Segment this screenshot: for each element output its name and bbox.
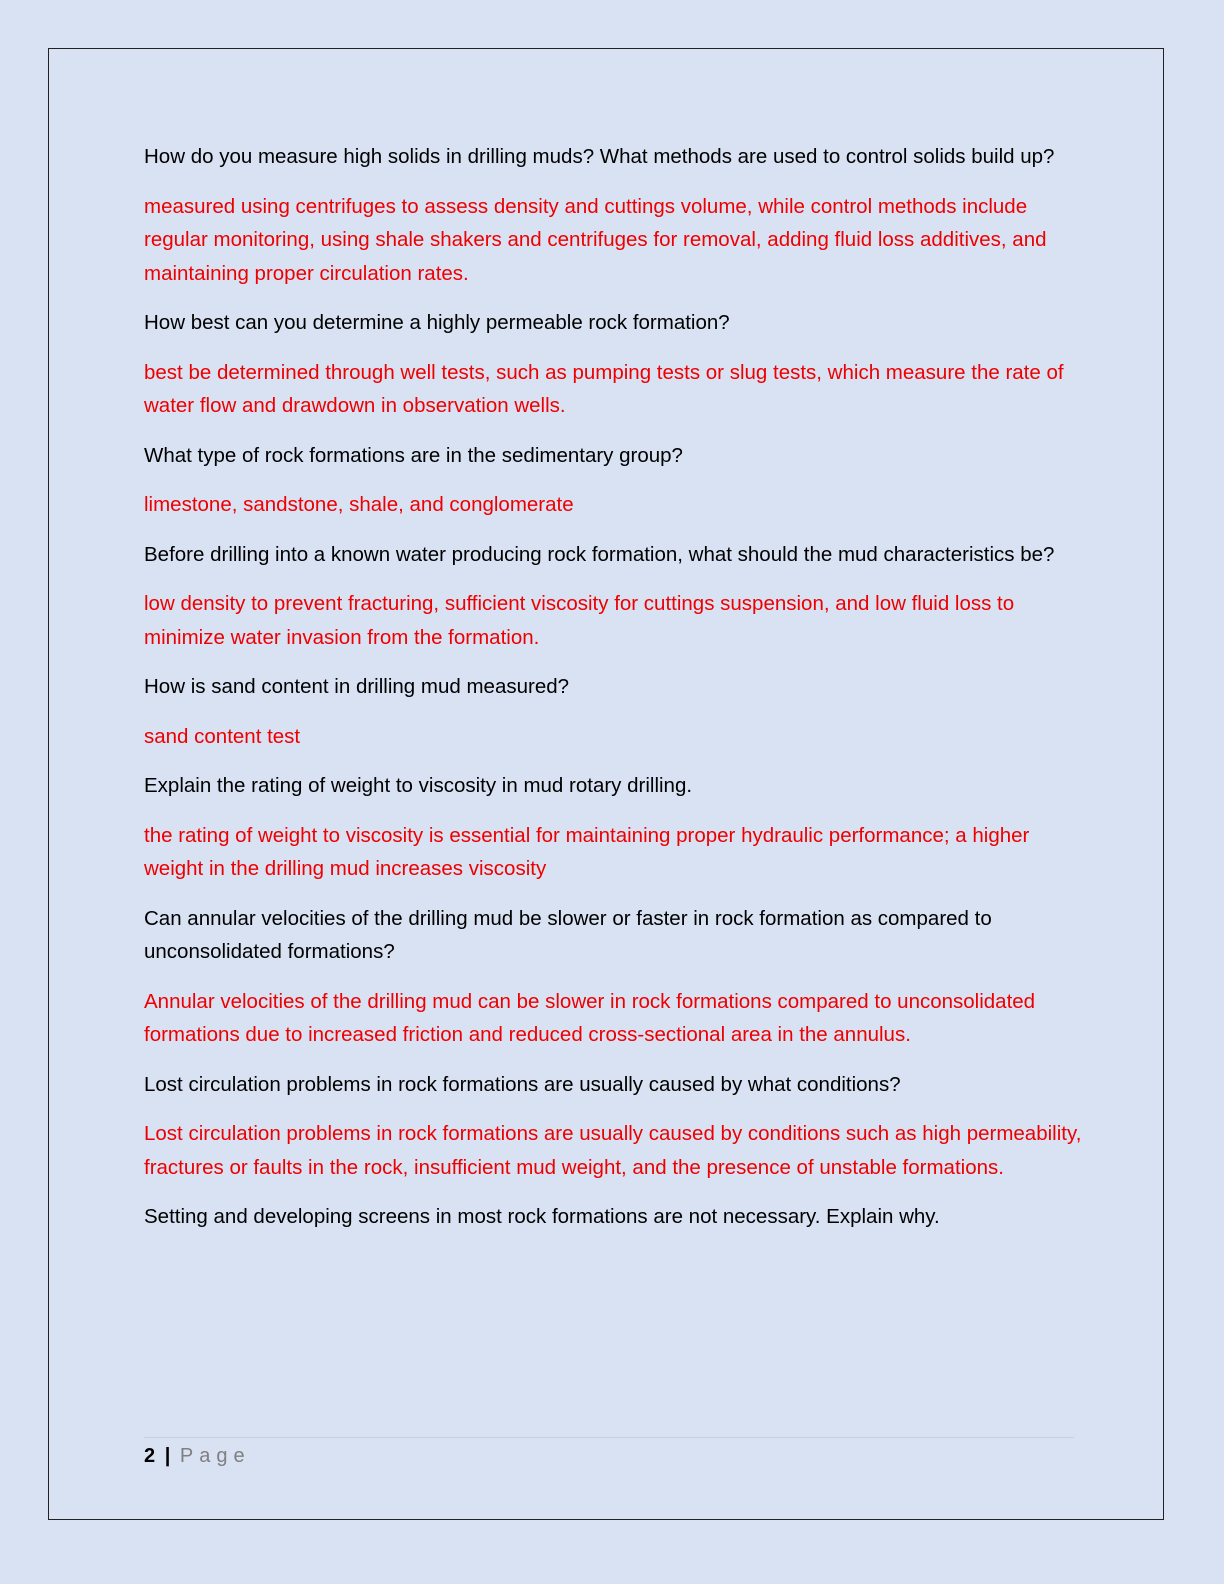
answer-5: sand content test (144, 724, 301, 748)
answer-3: limestone, sandstone, shale, and conglomerate (144, 493, 574, 516)
answer-2: best be determined through well tests, such as pumping tests or slug tests, which measure the rate of water flow and drawdown in observation wells. (144, 360, 1064, 417)
question-3: What type of rock formations are in the sedimentary group? (144, 443, 683, 467)
page-footer (144, 1437, 1074, 1470)
question-2: How best can you determine a highly permeable rock formation? (144, 311, 730, 334)
question-7: Can annular velocities of the drilling mud be slower or faster in rock formation as compared to unconsolidated formations? (144, 906, 992, 963)
question-4: Before drilling into a known water producing rock formation, what should the mud characteristics be? (144, 542, 1055, 566)
question-1: How do you measure high solids in drilling muds? What methods are used to control solids build up? (144, 145, 1055, 168)
page-number: 2 (144, 1445, 156, 1467)
answer-8: Lost circulation problems in rock formations are usually caused by conditions such as high permeability, fractures or faults in the rock, insufficient mud weight, and the presence of unstable formations. (144, 1122, 1082, 1179)
answer-1: measured using centrifuges to assess density and cuttings volume, while control methods include regular monitoring, using shale shakers and centrifuges for removal, adding fluid loss additives, and maintaining proper circulation rates. (144, 194, 1047, 285)
answer-6: the rating of weight to viscosity is essential for maintaining proper hydraulic performance; a higher weight in the drilling mud increases viscosity (144, 823, 1030, 880)
answer-7: Annular velocities of the drilling mud can be slower in rock formations compared to unconsolidated formations due to increased friction and reduced cross-sectional area in the annulus. (144, 989, 1036, 1046)
page-label: Page (179, 1445, 251, 1467)
answer-4: low density to prevent fracturing, sufficient viscosity for cuttings suspension, and low fluid loss to minimize water invasion from the formation. (144, 592, 1015, 649)
question-8: Lost circulation problems in rock formations are usually caused by what conditions? (144, 1072, 901, 1096)
question-9: Setting and developing screens in most rock formations are not necessary. Explain why. (144, 1205, 940, 1228)
document-body (144, 140, 1084, 1250)
footer-separator: | (164, 1445, 171, 1467)
question-5: How is sand content in drilling mud measured? (144, 675, 570, 698)
question-6: Explain the rating of weight to viscosity in mud rotary drilling. (144, 774, 693, 797)
